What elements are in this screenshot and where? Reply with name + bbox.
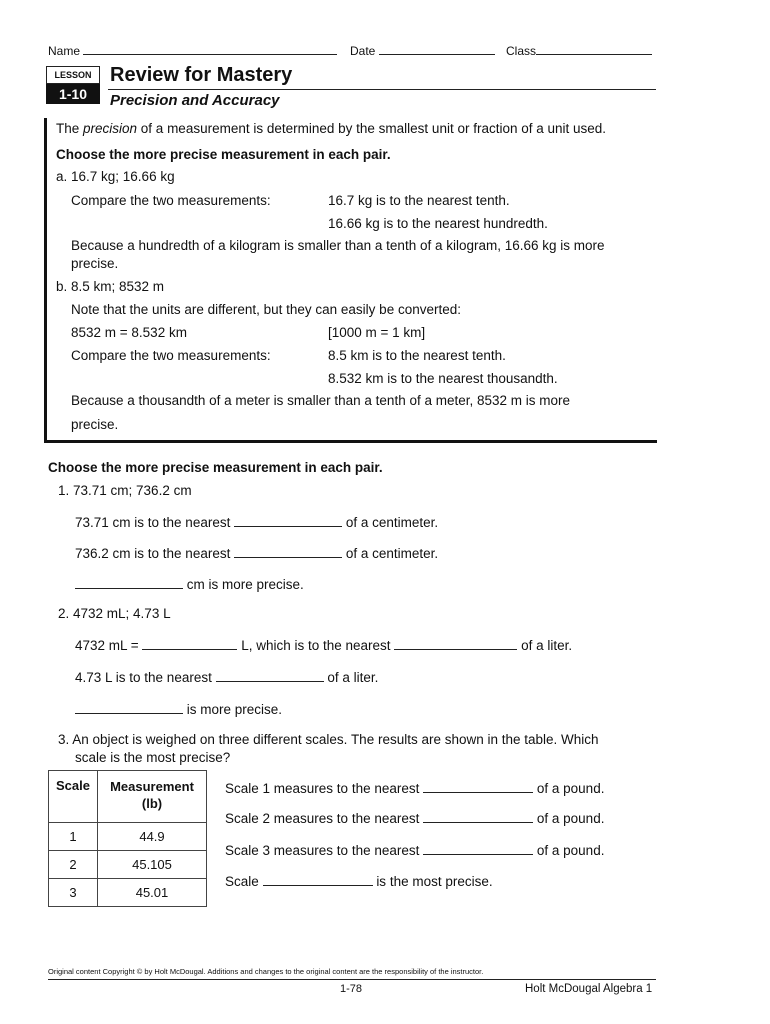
footer-page-number: 1-78 — [340, 983, 363, 995]
q3-answer-blank-1[interactable] — [423, 780, 533, 793]
q2-answer-blank-3[interactable] — [216, 669, 324, 682]
q1-line3-post: cm is more precise. — [186, 577, 304, 592]
example-a-result-2: 16.66 kg is to the nearest hundredth. — [328, 216, 548, 231]
table-row — [49, 851, 207, 879]
example-b-result-2: 8.532 km is to the nearest thousandth. — [328, 371, 558, 386]
q3-answer-blank-2[interactable] — [423, 810, 533, 823]
example-b-conversion-note: [1000 m = 1 km] — [328, 325, 426, 340]
q1-answer-blank-3[interactable] — [75, 576, 183, 589]
class-label: Class — [506, 44, 537, 58]
q3-final-post: is the most precise. — [376, 874, 493, 889]
lesson-badge — [46, 66, 100, 104]
q3-s3-post: of a pound. — [536, 843, 605, 858]
date-field[interactable] — [350, 42, 495, 58]
q3-s1-pre: Scale 1 measures to the nearest — [225, 781, 420, 796]
lesson-badge-number: 1-10 — [46, 84, 100, 104]
question-3-final — [225, 873, 493, 889]
question-3-scale-1 — [225, 780, 604, 796]
review-heading: Choose the more precise measurement in each pair. — [56, 147, 391, 162]
table-row — [49, 879, 207, 907]
question-3-label-2: scale is the most precise? — [75, 750, 231, 765]
q3-answer-blank-4[interactable] — [263, 873, 373, 886]
page-subtitle: Precision and Accuracy — [110, 92, 280, 109]
q3-final-pre: Scale — [225, 874, 259, 889]
example-b-note: Note that the units are different, but they can easily be converted: — [71, 302, 461, 317]
example-a-result-1: 16.7 kg is to the nearest tenth. — [328, 193, 510, 208]
footer-book-title: Holt McDougal Algebra 1 — [525, 983, 653, 995]
q2-line2-post: of a liter. — [327, 670, 379, 685]
q2-line3-post: is more precise. — [186, 702, 283, 717]
intro-post: of a measurement is determined by the smallest unit or fraction of a unit used. — [137, 121, 607, 136]
table-cell-measurement: 45.105 — [98, 851, 207, 879]
q1-answer-blank-2[interactable] — [234, 545, 342, 558]
q3-s2-pre: Scale 2 measures to the nearest — [225, 811, 420, 826]
q3-answer-blank-3[interactable] — [423, 842, 533, 855]
q1-line1-pre: 73.71 cm is to the nearest — [75, 515, 231, 530]
example-b-because-1: Because a thousandth of a meter is smaller than a tenth of a meter, 8532 m is more — [71, 393, 571, 408]
question-2-line-1 — [75, 637, 572, 653]
question-2-line-2 — [75, 669, 378, 685]
q2-line1-pre: 4732 mL = — [75, 638, 139, 653]
q1-line2-pre: 736.2 cm is to the nearest — [75, 546, 231, 561]
example-b-because-2: precise. — [71, 417, 119, 432]
name-field[interactable] — [48, 42, 337, 58]
scale-table — [48, 770, 207, 907]
example-a-label: a. 16.7 kg; 16.66 kg — [56, 169, 175, 184]
question-1-line-3 — [75, 576, 304, 592]
table-header-row — [49, 771, 207, 823]
footer-copyright: Original content Copyright © by Holt McDougal. Additions and changes to the original content are the responsibility of the instructor. — [48, 967, 484, 976]
q2-answer-blank-2[interactable] — [394, 637, 517, 650]
q1-line1-post: of a centimeter. — [345, 515, 439, 530]
table-cell-scale: 1 — [49, 823, 98, 851]
intro-emphasis: precision — [83, 121, 138, 136]
q3-s2-post: of a pound. — [536, 811, 605, 826]
col-header-measurement-1: Measurement — [110, 779, 194, 794]
table-cell-scale: 2 — [49, 851, 98, 879]
footer-rule — [48, 979, 656, 980]
question-1-label: 1. 73.71 cm; 736.2 cm — [58, 483, 192, 498]
table-cell-measurement: 45.01 — [98, 879, 207, 907]
example-b-compare: Compare the two measurements: — [71, 348, 271, 363]
date-blank[interactable] — [379, 42, 495, 55]
name-label: Name — [48, 44, 81, 58]
col-header-scale: Scale — [49, 771, 98, 823]
intro-pre: The — [56, 121, 84, 136]
example-a-because-1: Because a hundredth of a kilogram is smaller than a tenth of a kilogram, 16.66 kg is more — [71, 238, 605, 253]
col-header-measurement — [98, 771, 207, 823]
q2-line1-mid: L, which is to the nearest — [241, 638, 391, 653]
page-title: Review for Mastery — [110, 64, 293, 86]
table-cell-measurement: 44.9 — [98, 823, 207, 851]
example-b-label: b. 8.5 km; 8532 m — [56, 279, 165, 294]
name-blank[interactable] — [83, 42, 337, 55]
q3-s1-post: of a pound. — [536, 781, 605, 796]
example-a-compare: Compare the two measurements: — [71, 193, 271, 208]
exercises-heading: Choose the more precise measurement in each pair. — [48, 460, 383, 475]
title-rule — [108, 89, 656, 90]
question-2-line-3 — [75, 701, 282, 717]
q2-answer-blank-1[interactable] — [142, 637, 237, 650]
q2-line2-pre: 4.73 L is to the nearest — [75, 670, 212, 685]
question-2-label: 2. 4732 mL; 4.73 L — [58, 606, 171, 621]
example-b-result-1: 8.5 km is to the nearest tenth. — [328, 348, 506, 363]
question-3-scale-2 — [225, 810, 604, 826]
lesson-badge-label: LESSON — [46, 66, 100, 84]
question-1-line-1 — [75, 514, 438, 530]
example-a-because-2: precise. — [71, 256, 119, 271]
question-1-line-2 — [75, 545, 438, 561]
q3-s3-pre: Scale 3 measures to the nearest — [225, 843, 420, 858]
intro-text — [56, 121, 606, 136]
q2-answer-blank-4[interactable] — [75, 701, 183, 714]
q1-answer-blank-1[interactable] — [234, 514, 342, 527]
col-header-measurement-2: (lb) — [141, 796, 163, 811]
question-3-scale-3 — [225, 842, 604, 858]
table-cell-scale: 3 — [49, 879, 98, 907]
question-3-label-1: 3. An object is weighed on three different scales. The results are shown in the table. Which — [58, 732, 599, 747]
q1-line2-post: of a centimeter. — [345, 546, 439, 561]
q2-line1-post: of a liter. — [521, 638, 573, 653]
example-b-conversion: 8532 m = 8.532 km — [71, 325, 187, 340]
class-blank[interactable] — [536, 42, 652, 55]
class-field[interactable] — [506, 42, 652, 58]
date-label: Date — [350, 44, 376, 58]
table-row — [49, 823, 207, 851]
